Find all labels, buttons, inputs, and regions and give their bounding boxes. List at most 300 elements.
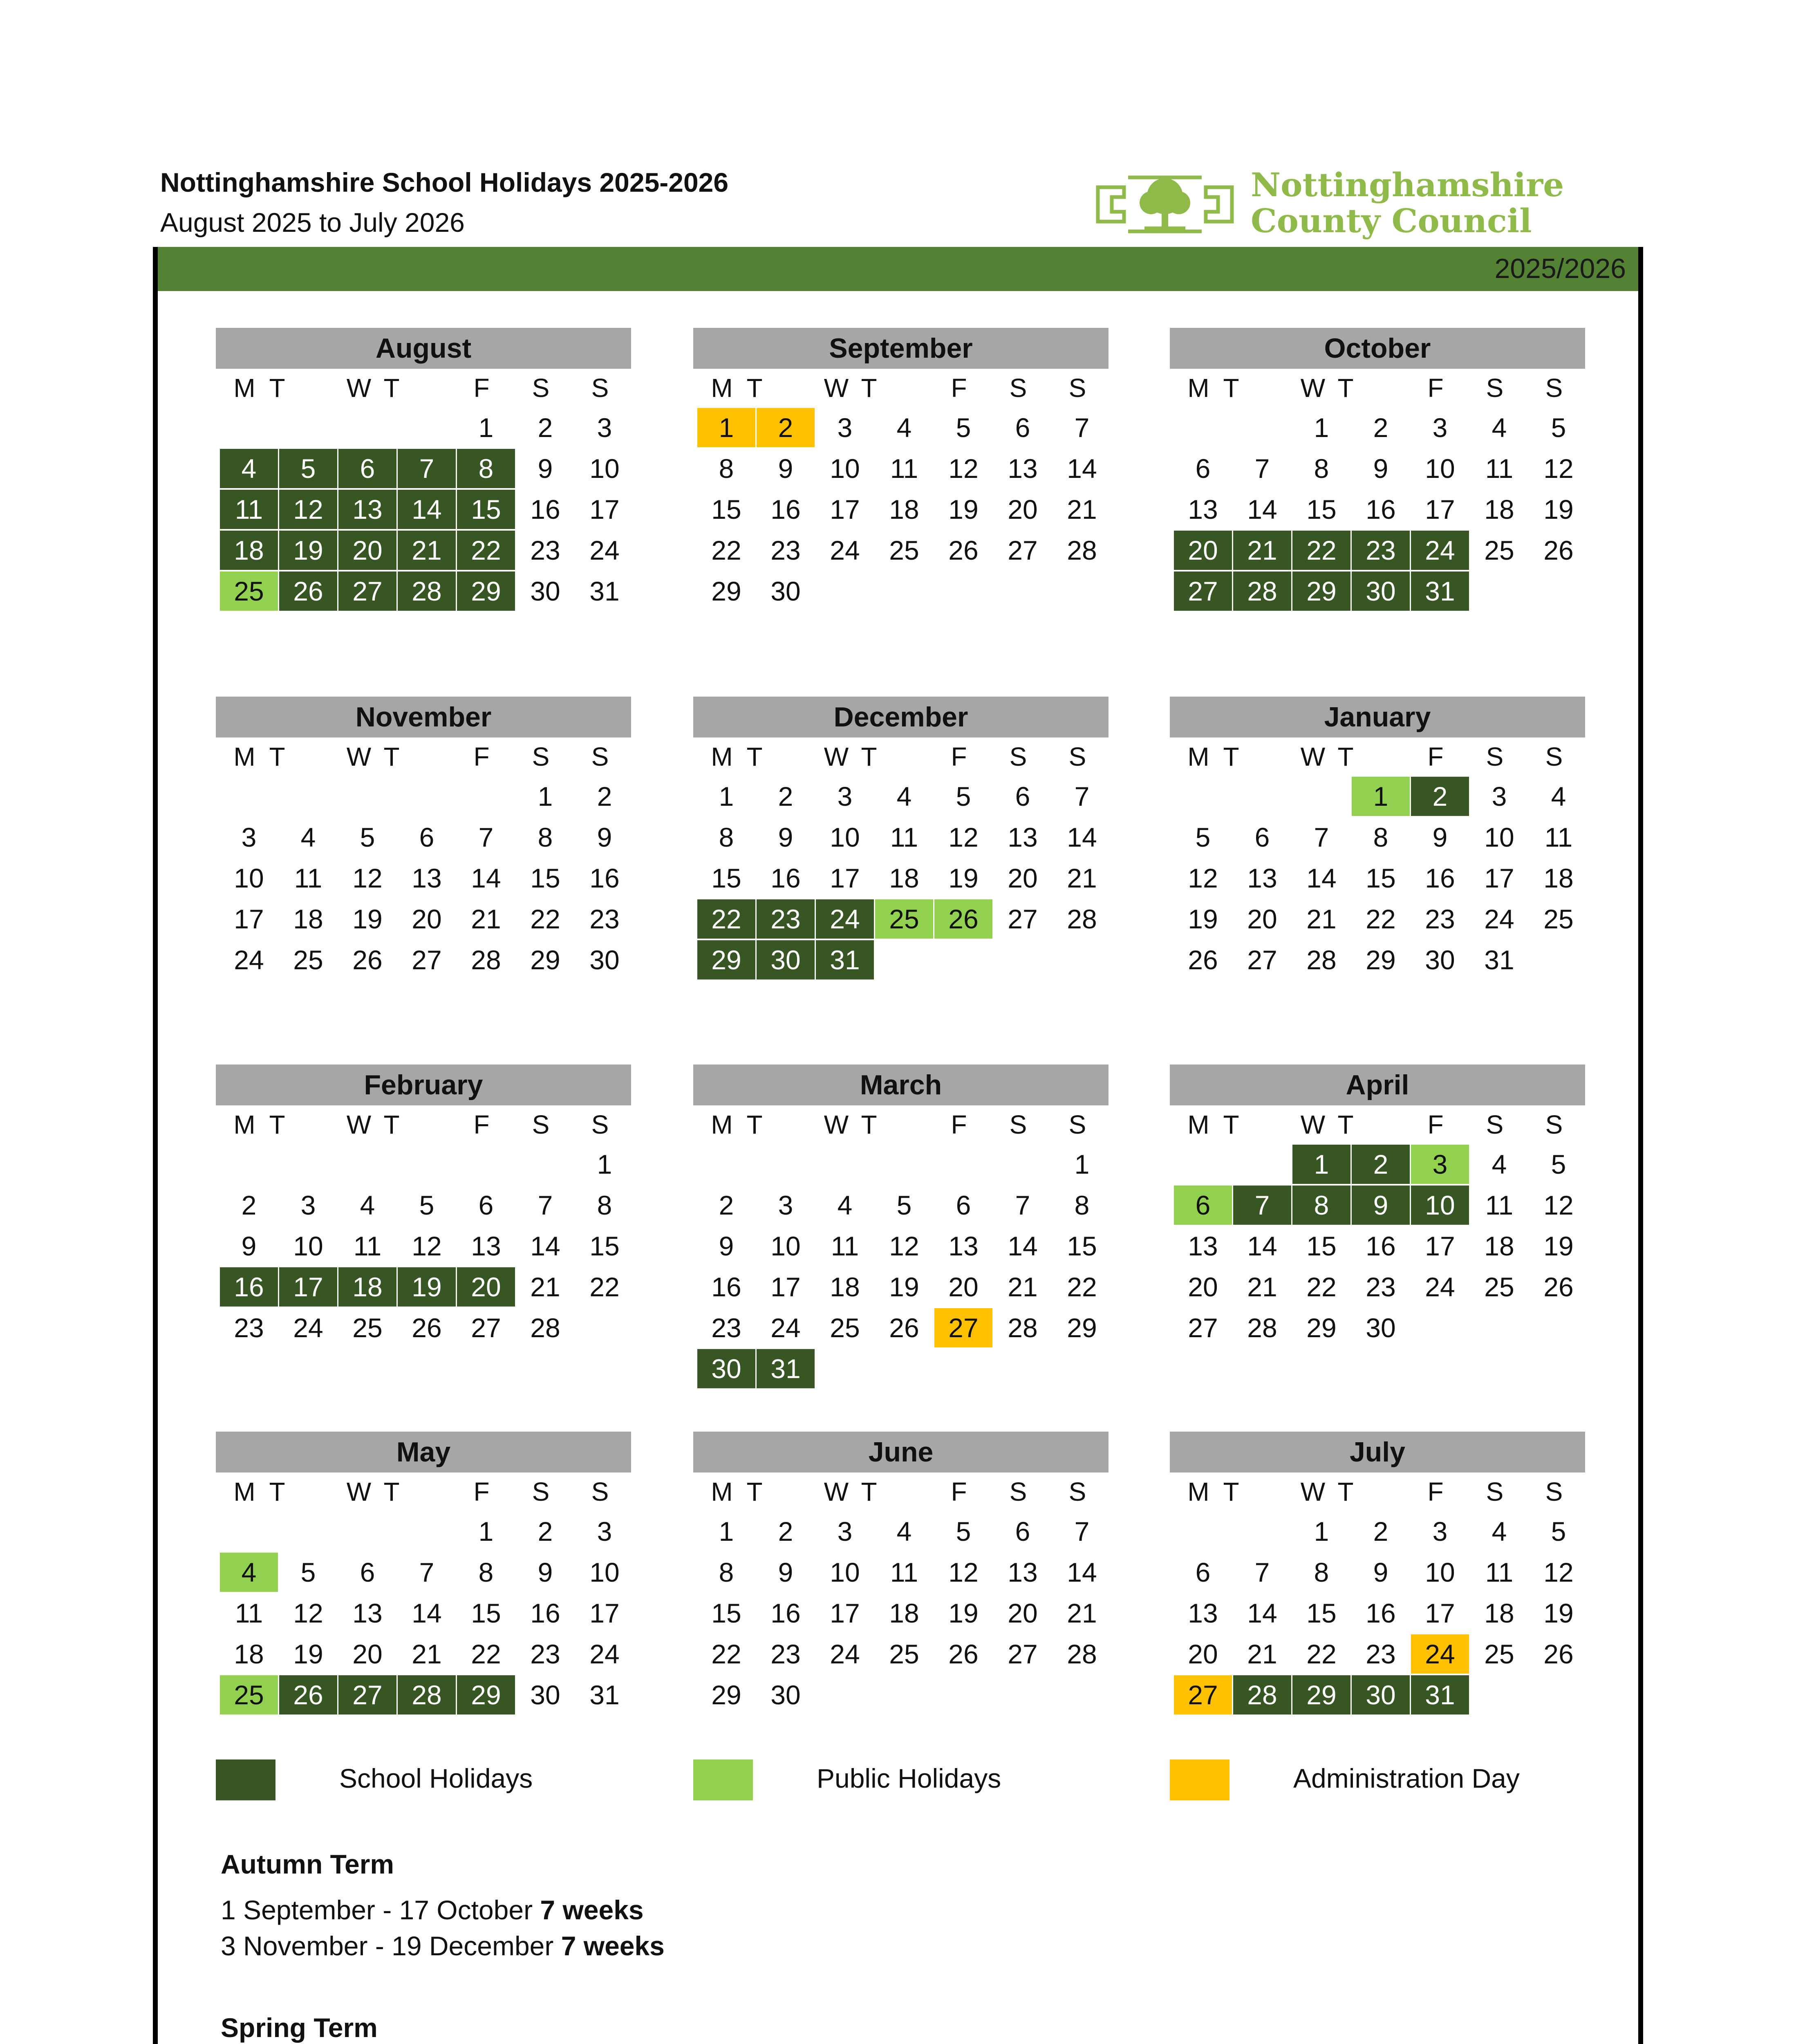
day-cell: 21 bbox=[1306, 904, 1337, 934]
page-subtitle: August 2025 to July 2026 bbox=[160, 207, 465, 238]
day-cell: 14 bbox=[1247, 1231, 1277, 1261]
day-cell: 21 bbox=[530, 1272, 560, 1302]
weekday-label: S bbox=[1068, 1110, 1086, 1139]
school-holiday-day: 5 bbox=[279, 449, 337, 488]
day-cell: 5 bbox=[1551, 1149, 1566, 1179]
day-cell: 12 bbox=[1543, 1190, 1574, 1220]
day-cell: 30 bbox=[1366, 1313, 1396, 1343]
day-cell: 13 bbox=[1247, 863, 1277, 893]
day-cell: 2 bbox=[719, 1190, 734, 1220]
day-cell: 28 bbox=[1067, 535, 1097, 565]
day-cell: 2 bbox=[778, 781, 793, 811]
school-holiday-day: 22 bbox=[1292, 531, 1350, 570]
public-holiday-day: 25 bbox=[220, 1675, 278, 1715]
weekday-label: T bbox=[1337, 1110, 1354, 1139]
month-december bbox=[693, 697, 1109, 991]
day-cell: 19 bbox=[1543, 494, 1574, 524]
school-holiday-day: 26 bbox=[279, 1675, 337, 1715]
day-cell: 12 bbox=[1543, 453, 1574, 484]
day-cell: 15 bbox=[1306, 1231, 1337, 1261]
day-cell: 26 bbox=[1543, 1272, 1574, 1302]
day-cell: 15 bbox=[711, 863, 741, 893]
day-cell: 15 bbox=[711, 1598, 741, 1628]
day-cell: 16 bbox=[589, 863, 620, 893]
school-holiday-day: 2 bbox=[1352, 1145, 1410, 1184]
day-cell: 20 bbox=[1188, 1272, 1218, 1302]
day-cell: 19 bbox=[352, 904, 383, 934]
school-holiday-day: 29 bbox=[1292, 572, 1350, 611]
month-header: May bbox=[216, 1432, 631, 1472]
day-cell: 26 bbox=[889, 1313, 919, 1343]
day-cell: 12 bbox=[1188, 863, 1218, 893]
public-holiday-day: 4 bbox=[220, 1553, 278, 1592]
day-cell: 20 bbox=[1247, 904, 1277, 934]
day-cell: 6 bbox=[478, 1190, 494, 1220]
day-cell: 21 bbox=[412, 1639, 442, 1669]
weekday-label: T bbox=[746, 742, 763, 771]
day-cell: 10 bbox=[830, 822, 860, 852]
day-cell: 8 bbox=[1314, 1557, 1329, 1587]
weekday-label: S bbox=[1009, 742, 1027, 771]
day-cell: 22 bbox=[589, 1272, 620, 1302]
weekday-label: S bbox=[1486, 1110, 1504, 1139]
day-cell: 3 bbox=[778, 1190, 793, 1220]
public-holiday-day: 3 bbox=[1411, 1145, 1469, 1184]
weekday-label: W bbox=[1300, 1110, 1326, 1139]
day-cell: 16 bbox=[1366, 1231, 1396, 1261]
month-may bbox=[216, 1432, 631, 1726]
day-cell: 12 bbox=[412, 1231, 442, 1261]
day-cell: 11 bbox=[831, 1231, 859, 1261]
weekday-label: M bbox=[711, 1477, 733, 1506]
school-holiday-day: 21 bbox=[398, 531, 456, 570]
day-cell: 12 bbox=[889, 1231, 919, 1261]
weekday-label: S bbox=[532, 1110, 550, 1139]
school-holiday-day: 29 bbox=[697, 940, 755, 979]
day-cell: 13 bbox=[352, 1598, 383, 1628]
day-cell: 27 bbox=[1188, 1313, 1218, 1343]
day-cell: 18 bbox=[889, 1598, 919, 1628]
day-cell: 20 bbox=[1008, 1598, 1038, 1628]
day-cell: 24 bbox=[830, 535, 860, 565]
school-holiday-day: 31 bbox=[816, 940, 874, 979]
day-cell: 13 bbox=[1188, 1231, 1218, 1261]
day-cell: 12 bbox=[948, 822, 979, 852]
weekday-label: S bbox=[1068, 742, 1086, 771]
day-cell: 22 bbox=[1306, 1272, 1337, 1302]
weekday-label: T bbox=[1337, 742, 1354, 771]
day-cell: 17 bbox=[234, 904, 264, 934]
day-cell: 26 bbox=[352, 945, 383, 975]
weekday-label: W bbox=[346, 373, 372, 403]
day-cell: 8 bbox=[1074, 1190, 1090, 1220]
day-cell: 5 bbox=[1195, 822, 1211, 852]
day-cell: 9 bbox=[597, 822, 612, 852]
day-cell: 17 bbox=[770, 1272, 801, 1302]
day-cell: 28 bbox=[1067, 1639, 1097, 1669]
month-header: October bbox=[1170, 328, 1585, 369]
day-cell: 19 bbox=[948, 494, 979, 524]
day-cell: 17 bbox=[1425, 494, 1455, 524]
day-cell: 16 bbox=[530, 1598, 560, 1628]
day-cell: 7 bbox=[478, 822, 494, 852]
weekday-label: W bbox=[824, 1477, 849, 1506]
day-cell: 5 bbox=[1551, 412, 1566, 443]
school-holiday-day: 7 bbox=[1233, 1186, 1291, 1225]
day-cell: 13 bbox=[1188, 494, 1218, 524]
weekday-label: F bbox=[473, 1477, 490, 1506]
school-holiday-day: 23 bbox=[757, 899, 815, 939]
day-cell: 18 bbox=[889, 494, 919, 524]
weekday-label: M bbox=[1187, 1110, 1209, 1139]
weekday-label: T bbox=[1337, 373, 1354, 403]
day-cell: 16 bbox=[530, 494, 560, 524]
term-heading: Autumn Term bbox=[221, 1849, 394, 1879]
weekday-label: M bbox=[1187, 742, 1209, 771]
day-cell: 7 bbox=[1074, 412, 1090, 443]
day-cell: 11 bbox=[1544, 822, 1573, 852]
school-holiday-day: 11 bbox=[220, 490, 278, 529]
weekday-label: F bbox=[1427, 742, 1444, 771]
day-cell: 22 bbox=[530, 904, 560, 934]
day-cell: 11 bbox=[1485, 453, 1514, 484]
day-cell: 18 bbox=[830, 1272, 860, 1302]
day-cell: 27 bbox=[412, 945, 442, 975]
school-holiday-day: 26 bbox=[279, 572, 337, 611]
weekday-label: W bbox=[1300, 742, 1326, 771]
day-cell: 2 bbox=[1373, 1516, 1388, 1546]
school-holiday-day: 30 bbox=[757, 940, 815, 979]
admin-day: 27 bbox=[934, 1308, 992, 1347]
school-holiday-day: 1 bbox=[1292, 1145, 1350, 1184]
day-cell: 7 bbox=[1254, 1557, 1270, 1587]
weekday-label: W bbox=[346, 1110, 372, 1139]
day-cell: 2 bbox=[1373, 412, 1388, 443]
day-cell: 21 bbox=[1067, 863, 1097, 893]
school-holiday-day: 15 bbox=[457, 490, 515, 529]
day-cell: 10 bbox=[1484, 822, 1514, 852]
weekday-label: T bbox=[269, 373, 285, 403]
day-cell: 5 bbox=[956, 781, 971, 811]
weekday-label: T bbox=[1223, 1110, 1239, 1139]
day-cell: 3 bbox=[837, 1516, 853, 1546]
weekday-label: S bbox=[1545, 1110, 1563, 1139]
day-cell: 20 bbox=[948, 1272, 979, 1302]
day-cell: 25 bbox=[352, 1313, 383, 1343]
day-cell: 17 bbox=[830, 863, 860, 893]
day-cell: 4 bbox=[1551, 781, 1566, 811]
weekday-label: F bbox=[951, 1477, 967, 1506]
weekday-label: T bbox=[1223, 373, 1239, 403]
legend-school-label: School Holidays bbox=[339, 1763, 533, 1793]
day-cell: 3 bbox=[1432, 412, 1448, 443]
day-cell: 6 bbox=[1195, 1557, 1211, 1587]
weekday-label: M bbox=[233, 1477, 255, 1506]
day-cell: 1 bbox=[1314, 412, 1329, 443]
month-june bbox=[693, 1432, 1109, 1726]
day-cell: 3 bbox=[1432, 1516, 1448, 1546]
day-cell: 22 bbox=[711, 1639, 741, 1669]
day-cell: 4 bbox=[1491, 1516, 1507, 1546]
day-cell: 13 bbox=[1188, 1598, 1218, 1628]
day-cell: 5 bbox=[300, 1557, 316, 1587]
day-cell: 6 bbox=[419, 822, 434, 852]
day-cell: 16 bbox=[1366, 1598, 1396, 1628]
school-holiday-day: 22 bbox=[457, 531, 515, 570]
legend-public-swatch bbox=[693, 1759, 753, 1800]
day-cell: 5 bbox=[956, 412, 971, 443]
day-cell: 14 bbox=[1247, 494, 1277, 524]
day-cell: 16 bbox=[1425, 863, 1455, 893]
day-cell: 16 bbox=[1366, 494, 1396, 524]
day-cell: 4 bbox=[300, 822, 316, 852]
day-cell: 22 bbox=[471, 1639, 501, 1669]
day-cell: 5 bbox=[419, 1190, 434, 1220]
weekday-label: T bbox=[1223, 742, 1239, 771]
day-cell: 24 bbox=[1425, 1272, 1455, 1302]
day-cell: 26 bbox=[1188, 945, 1218, 975]
term-heading: Spring Term bbox=[221, 2013, 378, 2043]
weekday-label: S bbox=[532, 373, 550, 403]
weekday-label: W bbox=[824, 373, 849, 403]
weekday-label: F bbox=[1427, 1110, 1444, 1139]
day-cell: 10 bbox=[770, 1231, 801, 1261]
weekday-label: T bbox=[746, 1477, 763, 1506]
weekday-label: M bbox=[233, 742, 255, 771]
weekday-label: S bbox=[532, 742, 550, 771]
day-cell: 8 bbox=[1314, 453, 1329, 484]
school-holiday-day: 30 bbox=[697, 1349, 755, 1388]
month-header: July bbox=[1170, 1432, 1585, 1472]
day-cell: 26 bbox=[412, 1313, 442, 1343]
month-october bbox=[1170, 328, 1585, 622]
day-cell: 10 bbox=[293, 1231, 323, 1261]
day-cell: 21 bbox=[1247, 1639, 1277, 1669]
day-cell: 30 bbox=[530, 1680, 560, 1710]
weekday-label: S bbox=[591, 373, 609, 403]
day-cell: 10 bbox=[1425, 453, 1455, 484]
day-cell: 1 bbox=[478, 412, 494, 443]
weekday-label: T bbox=[269, 1477, 285, 1506]
day-cell: 3 bbox=[300, 1190, 316, 1220]
day-cell: 10 bbox=[589, 1557, 620, 1587]
day-cell: 5 bbox=[1551, 1516, 1566, 1546]
day-cell: 5 bbox=[360, 822, 375, 852]
day-cell: 25 bbox=[1484, 1639, 1514, 1669]
school-holiday-day: 31 bbox=[1411, 572, 1469, 611]
day-cell: 17 bbox=[1425, 1231, 1455, 1261]
day-cell: 7 bbox=[1074, 781, 1090, 811]
day-cell: 3 bbox=[837, 412, 853, 443]
month-header: February bbox=[216, 1065, 631, 1105]
day-cell: 23 bbox=[711, 1313, 741, 1343]
day-cell: 30 bbox=[770, 1680, 801, 1710]
day-cell: 19 bbox=[948, 1598, 979, 1628]
school-holiday-day: 21 bbox=[1233, 531, 1291, 570]
day-cell: 25 bbox=[889, 1639, 919, 1669]
day-cell: 5 bbox=[896, 1190, 912, 1220]
day-cell: 9 bbox=[241, 1231, 257, 1261]
month-header: January bbox=[1170, 697, 1585, 737]
day-cell: 12 bbox=[948, 1557, 979, 1587]
weekday-label: S bbox=[1009, 1477, 1027, 1506]
day-cell: 14 bbox=[412, 1598, 442, 1628]
weekday-label: F bbox=[1427, 1477, 1444, 1506]
day-cell: 31 bbox=[589, 576, 620, 606]
day-cell: 1 bbox=[719, 781, 734, 811]
day-cell: 1 bbox=[1314, 1516, 1329, 1546]
weekday-label: T bbox=[861, 742, 877, 771]
day-cell: 26 bbox=[948, 1639, 979, 1669]
day-cell: 17 bbox=[589, 494, 620, 524]
weekday-label: S bbox=[1545, 742, 1563, 771]
school-holiday-day: 28 bbox=[398, 1675, 456, 1715]
day-cell: 18 bbox=[1484, 494, 1514, 524]
day-cell: 14 bbox=[1067, 453, 1097, 484]
day-cell: 28 bbox=[471, 945, 501, 975]
admin-day: 27 bbox=[1174, 1675, 1232, 1715]
logo-line-2: County Council bbox=[1251, 202, 1532, 240]
month-january bbox=[1170, 697, 1585, 991]
day-cell: 14 bbox=[1008, 1231, 1038, 1261]
day-cell: 6 bbox=[1195, 453, 1211, 484]
school-holiday-day: 31 bbox=[757, 1349, 815, 1388]
school-holiday-day: 24 bbox=[816, 899, 874, 939]
school-holiday-day: 12 bbox=[279, 490, 337, 529]
day-cell: 17 bbox=[589, 1598, 620, 1628]
day-cell: 25 bbox=[293, 945, 323, 975]
weekday-label: F bbox=[473, 373, 490, 403]
day-cell: 21 bbox=[471, 904, 501, 934]
day-cell: 13 bbox=[1008, 822, 1038, 852]
weekday-label: M bbox=[711, 373, 733, 403]
day-cell: 18 bbox=[234, 1639, 264, 1669]
weekday-label: T bbox=[1223, 1477, 1239, 1506]
school-holiday-day: 27 bbox=[338, 572, 396, 611]
day-cell: 12 bbox=[293, 1598, 323, 1628]
school-holiday-day: 17 bbox=[279, 1267, 337, 1307]
weekday-label: S bbox=[1009, 1110, 1027, 1139]
day-cell: 14 bbox=[530, 1231, 560, 1261]
day-cell: 16 bbox=[770, 863, 801, 893]
month-header: June bbox=[693, 1432, 1109, 1472]
school-holiday-day: 14 bbox=[398, 490, 456, 529]
day-cell: 27 bbox=[1008, 1639, 1038, 1669]
day-cell: 25 bbox=[889, 535, 919, 565]
school-holiday-day: 18 bbox=[338, 1267, 396, 1307]
day-cell: 11 bbox=[890, 1557, 918, 1587]
day-cell: 8 bbox=[478, 1557, 494, 1587]
day-cell: 4 bbox=[1491, 1149, 1507, 1179]
day-cell: 8 bbox=[719, 822, 734, 852]
day-cell: 9 bbox=[778, 822, 793, 852]
day-cell: 5 bbox=[956, 1516, 971, 1546]
day-cell: 20 bbox=[1188, 1639, 1218, 1669]
day-cell: 6 bbox=[1015, 1516, 1030, 1546]
day-cell: 6 bbox=[360, 1557, 375, 1587]
public-holiday-day: 1 bbox=[1352, 777, 1410, 816]
day-cell: 11 bbox=[890, 453, 918, 484]
day-cell: 11 bbox=[353, 1231, 382, 1261]
day-cell: 7 bbox=[1314, 822, 1329, 852]
day-cell: 29 bbox=[1306, 1313, 1337, 1343]
month-header: March bbox=[693, 1065, 1109, 1105]
weekday-label: W bbox=[1300, 1477, 1326, 1506]
weekday-label: T bbox=[269, 742, 285, 771]
school-holiday-day: 20 bbox=[457, 1267, 515, 1307]
day-cell: 2 bbox=[597, 781, 612, 811]
school-holiday-day: 28 bbox=[1233, 572, 1291, 611]
day-cell: 18 bbox=[1484, 1598, 1514, 1628]
term-line: 1 September - 17 October 7 weeks bbox=[221, 1895, 644, 1925]
day-cell: 25 bbox=[1484, 1272, 1514, 1302]
admin-day: 1 bbox=[697, 408, 755, 447]
weekday-label: S bbox=[1009, 373, 1027, 403]
school-holiday-day: 24 bbox=[1411, 531, 1469, 570]
day-cell: 23 bbox=[234, 1313, 264, 1343]
day-cell: 3 bbox=[837, 781, 853, 811]
weekday-label: S bbox=[591, 742, 609, 771]
day-cell: 30 bbox=[770, 576, 801, 606]
school-holiday-day: 19 bbox=[279, 531, 337, 570]
month-header: November bbox=[216, 697, 631, 737]
day-cell: 29 bbox=[711, 1680, 741, 1710]
weekday-label: F bbox=[473, 742, 490, 771]
weekday-label: T bbox=[383, 742, 400, 771]
weekday-label: T bbox=[861, 1110, 877, 1139]
legend-admin-swatch bbox=[1170, 1759, 1229, 1800]
day-cell: 24 bbox=[589, 535, 620, 565]
month-march bbox=[693, 1065, 1109, 1384]
weekday-label: S bbox=[1486, 1477, 1504, 1506]
weekday-label: F bbox=[951, 1110, 967, 1139]
day-cell: 28 bbox=[1067, 904, 1097, 934]
day-cell: 23 bbox=[770, 1639, 801, 1669]
day-cell: 7 bbox=[537, 1190, 553, 1220]
month-february bbox=[216, 1065, 631, 1359]
weekday-label: M bbox=[711, 742, 733, 771]
day-cell: 26 bbox=[948, 535, 979, 565]
day-cell: 29 bbox=[1366, 945, 1396, 975]
school-holiday-day: 19 bbox=[398, 1267, 456, 1307]
day-cell: 31 bbox=[1484, 945, 1514, 975]
day-cell: 19 bbox=[889, 1272, 919, 1302]
public-holiday-day: 6 bbox=[1174, 1186, 1232, 1225]
weekday-label: T bbox=[861, 1477, 877, 1506]
school-holiday-day: 22 bbox=[697, 899, 755, 939]
school-holiday-day: 27 bbox=[1174, 572, 1232, 611]
day-cell: 15 bbox=[1306, 494, 1337, 524]
day-cell: 12 bbox=[1543, 1557, 1574, 1587]
school-holiday-day: 6 bbox=[338, 449, 396, 488]
day-cell: 29 bbox=[530, 945, 560, 975]
day-cell: 25 bbox=[1484, 535, 1514, 565]
day-cell: 23 bbox=[1366, 1639, 1396, 1669]
day-cell: 2 bbox=[778, 1516, 793, 1546]
day-cell: 8 bbox=[537, 822, 553, 852]
weekday-label: T bbox=[383, 1110, 400, 1139]
weekday-label: F bbox=[473, 1110, 490, 1139]
month-header: December bbox=[693, 697, 1109, 737]
weekday-label: S bbox=[1486, 373, 1504, 403]
day-cell: 2 bbox=[537, 412, 553, 443]
day-cell: 8 bbox=[719, 453, 734, 484]
day-cell: 16 bbox=[711, 1272, 741, 1302]
day-cell: 18 bbox=[293, 904, 323, 934]
page-title: Nottinghamshire School Holidays 2025-2026 bbox=[160, 167, 729, 197]
day-cell: 20 bbox=[1008, 863, 1038, 893]
day-cell: 20 bbox=[412, 904, 442, 934]
